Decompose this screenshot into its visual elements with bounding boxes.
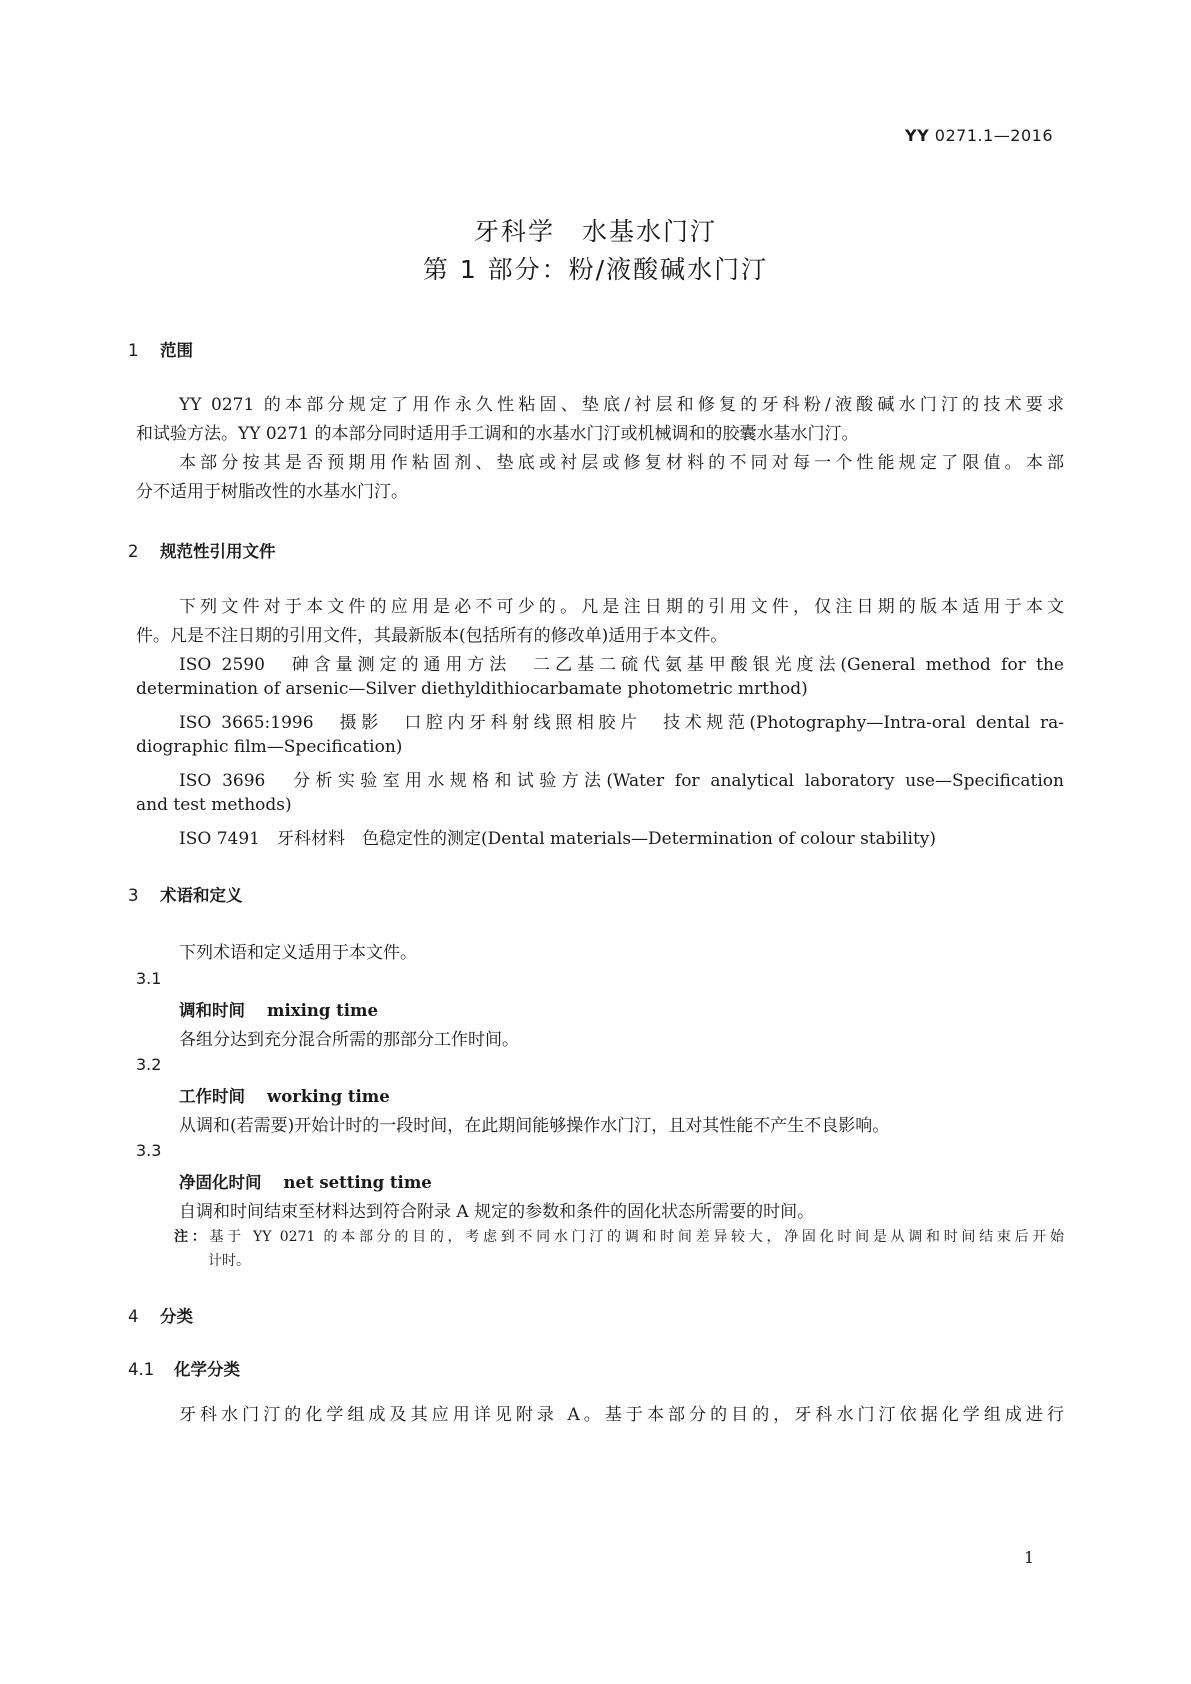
term-3-3-title bbox=[179, 1169, 432, 1193]
reference-iso-3665-line-1: ISO 3665:1996 摄影 口腔内牙科射线照相胶片 技术规范(Photography—Intra-oral dental ra- bbox=[179, 713, 1064, 733]
reference-iso-2590-line-1: ISO 2590 砷含量测定的通用方法 二乙基二硫代氨基甲酸银光度法(General method for the bbox=[179, 655, 1064, 675]
section-4-1-title: 化学分类 bbox=[174, 1360, 240, 1379]
reference-iso-3665-line-2: diographic film—Specification) bbox=[136, 737, 403, 757]
section-2-p1-line-1: 下列文件对于本文件的应用是必不可少的。凡是注日期的引用文件，仅注日期的版本适用于本文 bbox=[179, 597, 1064, 617]
term-3-2-number: 3.2 bbox=[136, 1055, 162, 1074]
reference-iso-2590-line-2: determination of arsenic—Silver diethyldithiocarbamate photometric mrthod) bbox=[136, 679, 808, 699]
standard-prefix: YY bbox=[905, 126, 930, 145]
term-3-3-zh: 净固化时间 bbox=[179, 1173, 262, 1192]
section-4-title: 分类 bbox=[160, 1307, 193, 1326]
term-3-3-number: 3.3 bbox=[136, 1141, 162, 1160]
standard-number bbox=[905, 126, 1053, 145]
title-line-1: 牙科学 水基水门汀 bbox=[473, 217, 717, 246]
section-4-1-number: 4.1 bbox=[128, 1360, 155, 1379]
note-line-2: 计时。 bbox=[208, 1253, 250, 1269]
section-4-number: 4 bbox=[128, 1307, 139, 1326]
reference-iso-3696-line-2: and test methods) bbox=[136, 795, 292, 815]
section-4-heading bbox=[128, 1303, 193, 1327]
note-label: 注： bbox=[174, 1229, 210, 1245]
reference-iso-7491: ISO 7491 牙科材料 色稳定性的测定(Dental materials—Determination of colour stability) bbox=[179, 829, 937, 849]
section-3-intro: 下列术语和定义适用于本文件。 bbox=[179, 943, 417, 963]
section-2-p1-line-2: 件。凡是不注日期的引用文件，其最新版本(包括所有的修改单)适用于本文件。 bbox=[136, 626, 728, 646]
note-line-1: 基于 YY 0271 的本部分的目的，考虑到不同水门汀的调和时间差异较大，净固化时间是从调和时间结束后开始 bbox=[209, 1229, 1065, 1245]
section-1-p2-line-1: 本部分按其是否预期用作粘固剂、垫底或衬层或修复材料的不同对每一个性能规定了限值。本部 bbox=[179, 453, 1064, 473]
page-number: 1 bbox=[1024, 1548, 1035, 1567]
note bbox=[174, 1226, 1064, 1246]
term-3-1-definition: 各组分达到充分混合所需的那部分工作时间。 bbox=[179, 1030, 519, 1050]
section-3-title: 术语和定义 bbox=[160, 886, 243, 905]
term-3-3-definition: 自调和时间结束至材料达到符合附录 A 规定的参数和条件的固化状态所需要的时间。 bbox=[179, 1202, 815, 1222]
section-3-heading bbox=[128, 882, 243, 906]
section-1-p2-line-2: 分不适用于树脂改性的水基水门汀。 bbox=[136, 482, 408, 502]
section-1-number: 1 bbox=[128, 341, 139, 360]
term-3-1-title bbox=[179, 997, 378, 1021]
section-4-1-p1-line-1: 牙科水门汀的化学组成及其应用详见附录 A。基于本部分的目的，牙科水门汀依据化学组成进行 bbox=[179, 1405, 1064, 1425]
term-3-2-title bbox=[179, 1083, 390, 1107]
section-2-number: 2 bbox=[128, 542, 139, 561]
section-3-number: 3 bbox=[128, 886, 139, 905]
section-1-p1-line-1: YY 0271 的本部分规定了用作永久性粘固、垫底/衬层和修复的牙科粉/液酸碱水门汀的技术要求 bbox=[179, 395, 1064, 415]
section-2-heading bbox=[128, 538, 276, 562]
section-1-heading bbox=[128, 337, 193, 361]
standard-code: 0271.1—2016 bbox=[934, 126, 1053, 145]
section-1-title: 范围 bbox=[160, 341, 193, 360]
section-1-p1-line-2: 和试验方法。YY 0271 的本部分同时适用手工调和的水基水门汀或机械调和的胶囊水基水门汀。 bbox=[136, 424, 859, 444]
term-3-1-number: 3.1 bbox=[136, 969, 162, 988]
term-3-1-en: mixing time bbox=[267, 1001, 378, 1020]
term-3-1-zh: 调和时间 bbox=[179, 1001, 245, 1020]
section-4-1-heading bbox=[128, 1356, 240, 1380]
term-3-2-zh: 工作时间 bbox=[179, 1087, 245, 1106]
term-3-2-definition: 从调和(若需要)开始计时的一段时间，在此期间能够操作水门汀，且对其性能不产生不良影响。 bbox=[179, 1116, 890, 1136]
reference-iso-3696-line-1: ISO 3696 分析实验室用水规格和试验方法(Water for analytical laboratory use—Specification bbox=[179, 771, 1064, 791]
title-line-2: 第 1 部分：粉/液酸碱水门汀 bbox=[422, 255, 769, 284]
term-3-3-en: net setting time bbox=[283, 1173, 432, 1192]
section-2-title: 规范性引用文件 bbox=[160, 542, 276, 561]
term-3-2-en: working time bbox=[267, 1087, 390, 1106]
